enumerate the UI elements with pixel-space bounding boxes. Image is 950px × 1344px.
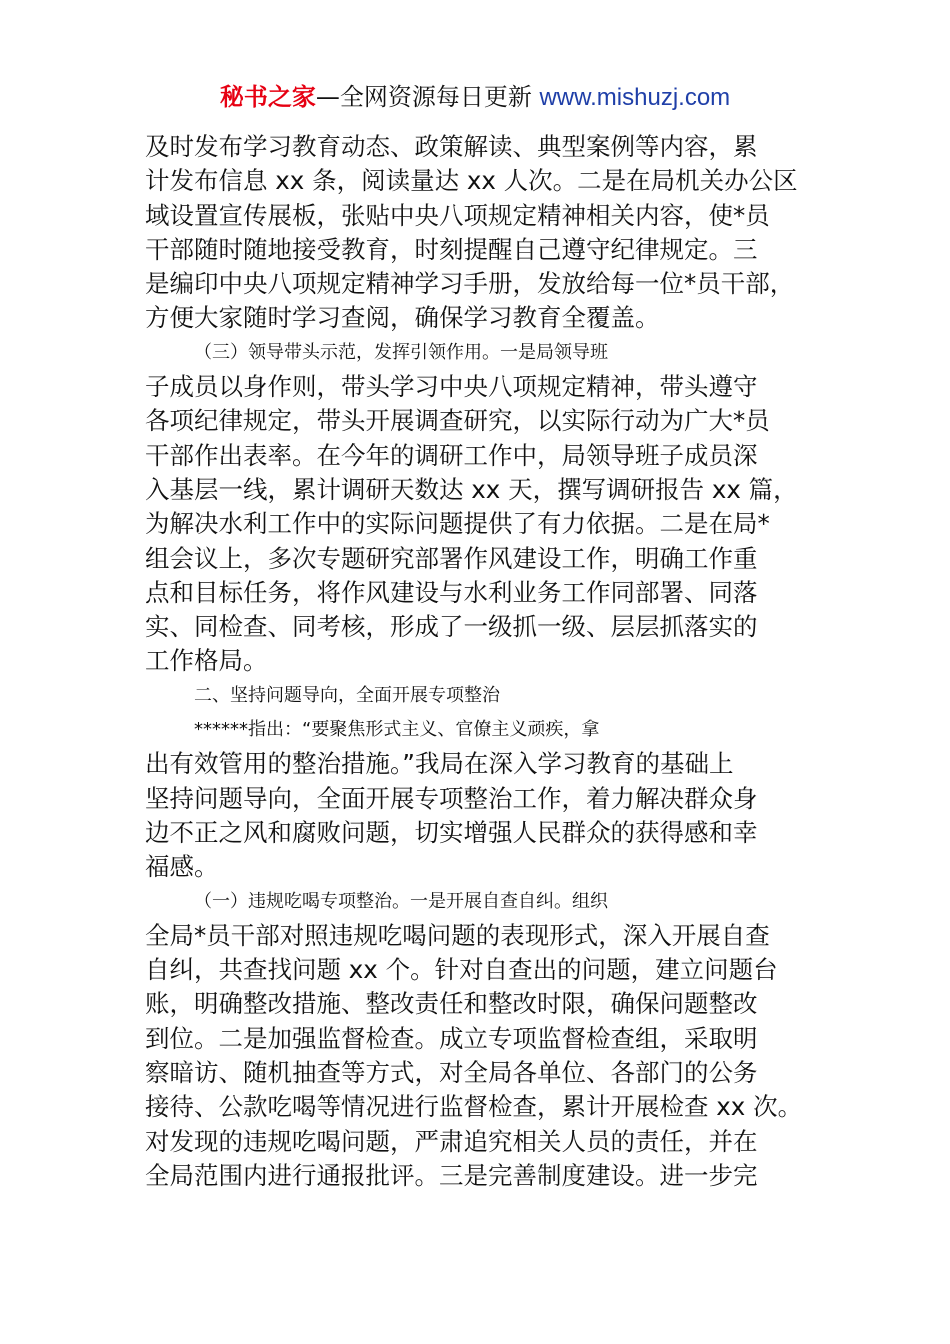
body-text-line: （三）领导带头示范，发挥引领作用。一是局领导班 bbox=[194, 341, 608, 363]
body-text-line: 是编印中央八项规定精神学习手册，发放给每一位*员干部， bbox=[145, 269, 795, 299]
body-text-line: 组会议上，多次专题研究部署作风建设工作，明确工作重 bbox=[145, 543, 758, 573]
body-text-line: 边不正之风和腐败问题，切实增强人民群众的获得感和幸 bbox=[145, 817, 758, 847]
body-text-line: 二、坚持问题导向，全面开展专项整治 bbox=[194, 684, 500, 706]
body-text-line: 工作格局。 bbox=[145, 646, 268, 676]
body-text-line: 入基层一线，累计调研天数达 xx 天，撰写调研报告 xx 篇， bbox=[145, 474, 798, 504]
body-text-line: 及时发布学习教育动态、政策解读、典型案例等内容，累 bbox=[145, 132, 758, 161]
body-text-line: 到位。二是加强监督检查。成立专项监督检查组，采取明 bbox=[145, 1023, 758, 1053]
body-text-line: 全局范围内进行通报批评。三是完善制度建设。进一步完 bbox=[145, 1160, 758, 1190]
body-text-line: 出有效管用的整治措施。”我局在深入学习教育的基础上 bbox=[145, 749, 734, 779]
body-text-line: 各项纪律规定，带头开展调查研究，以实际行动为广大*员 bbox=[145, 406, 770, 436]
body-text-line: 对发现的违规吃喝问题，严肃追究相关人员的责任，并在 bbox=[145, 1126, 758, 1156]
body-text-line: 为解决水利工作中的实际问题提供了有力依据。二是在局* bbox=[145, 509, 770, 539]
body-text-line: 实、同检查、同考核，形成了一级抓一级、层层抓落实的 bbox=[145, 612, 758, 642]
body-text-line: 子成员以身作则，带头学习中央八项规定精神，带头遵守 bbox=[145, 372, 758, 402]
body-text-line: 干部作出表率。在今年的调研工作中，局领导班子成员深 bbox=[145, 440, 758, 470]
body-text-line: 接待、公款吃喝等情况进行监督检查，累计开展检查 xx 次。 bbox=[145, 1092, 803, 1122]
brand-name: 秘书之家 bbox=[219, 83, 316, 111]
body-text-line: 福感。 bbox=[145, 852, 219, 882]
body-text-line: 账，明确整改措施、整改责任和整改时限，确保问题整改 bbox=[145, 989, 758, 1019]
body-text-line: 察暗访、随机抽查等方式，对全局各单位、各部门的公务 bbox=[145, 1058, 758, 1088]
body-text-line: ******指出：“要聚焦形式主义、官僚主义顽疾，拿 bbox=[194, 719, 600, 741]
body-text-line: 自纠，共查找问题 xx 个。针对自查出的问题，建立问题台 bbox=[145, 955, 778, 985]
document-body bbox=[145, 130, 810, 1193]
body-text-line: 方便大家随时学习查阅，确保学习教育全覆盖。 bbox=[145, 303, 660, 333]
brand-slogan: —全网资源每日更新 bbox=[315, 83, 532, 111]
brand-url-link[interactable]: www.mishuzj.com bbox=[539, 84, 731, 111]
body-text-line: （一）违规吃喝专项整治。一是开展自查自纠。组织 bbox=[194, 890, 608, 912]
body-text-line: 域设置宣传展板，张贴中央八项规定精神相关内容，使*员 bbox=[145, 200, 770, 230]
body-text-line: 坚持问题导向，全面开展专项整治工作，着力解决群众身 bbox=[145, 783, 758, 813]
body-text-line: 干部随时随地接受教育，时刻提醒自己遵守纪律规定。三 bbox=[145, 234, 758, 264]
site-header bbox=[0, 80, 950, 115]
body-text-line: 全局*员干部对照违规吃喝问题的表现形式，深入开展自查 bbox=[145, 920, 770, 950]
body-text-line: 计发布信息 xx 条，阅读量达 xx 人次。二是在局机关办公区 bbox=[145, 166, 798, 196]
body-text-line: 点和目标任务，将作风建设与水利业务工作同部署、同落 bbox=[145, 577, 758, 607]
